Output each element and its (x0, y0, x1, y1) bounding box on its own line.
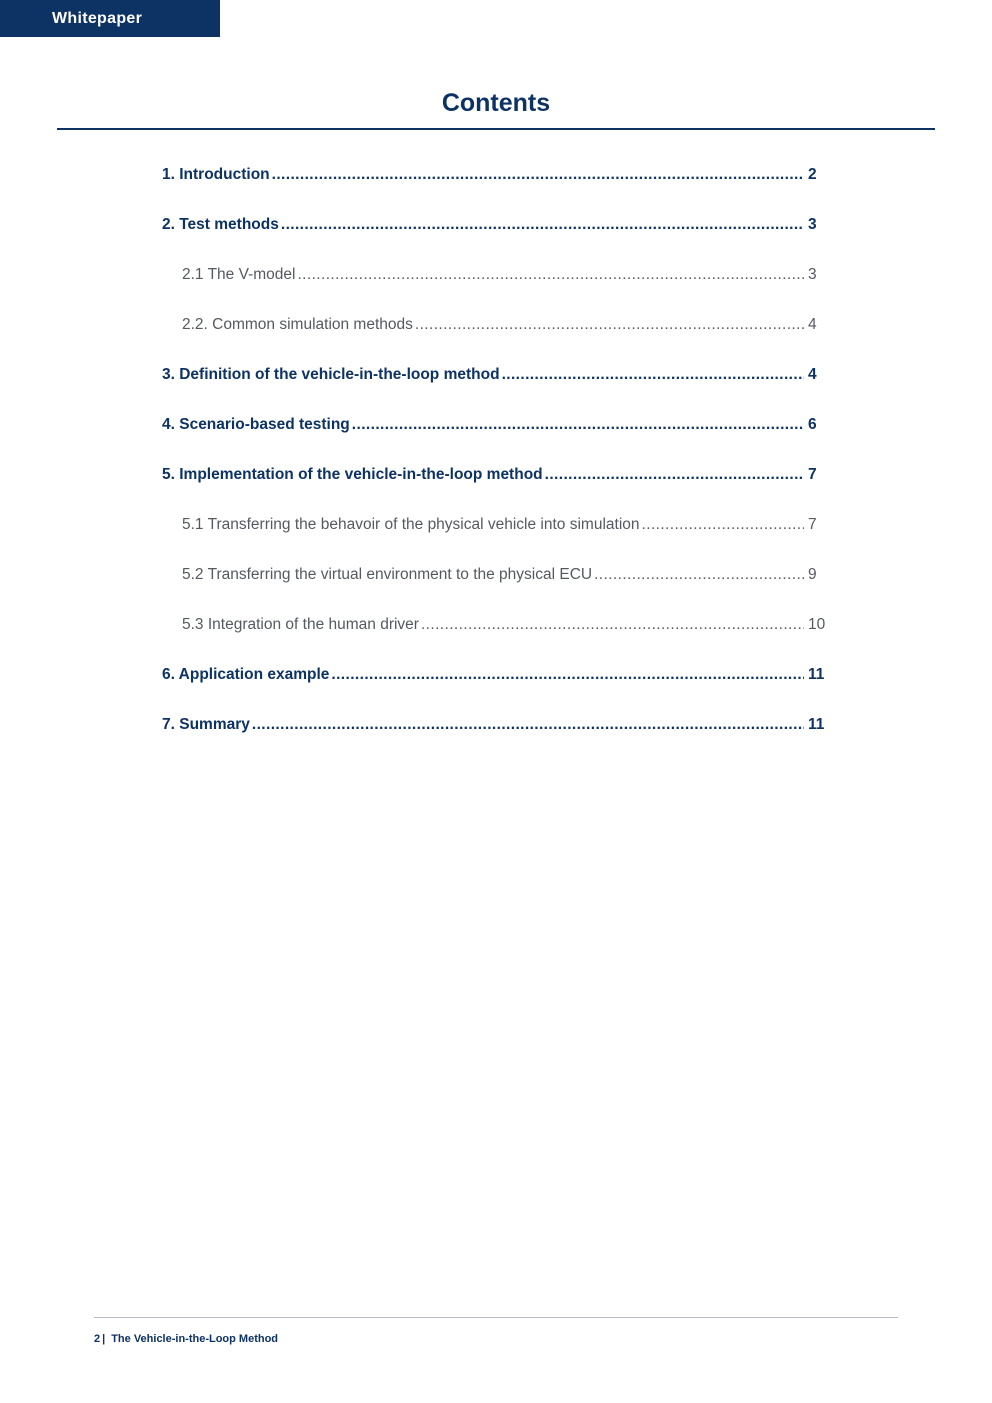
toc-dot-leader (352, 410, 804, 440)
table-of-contents (162, 160, 830, 760)
toc-entry-title: 5.2 Transferring the virtual environment to the physical ECU (182, 566, 593, 583)
toc-entry-title: 1. Introduction (162, 166, 270, 183)
toc-entry-page: 11 (808, 666, 825, 683)
toc-entry-implementation-vil[interactable] (162, 460, 830, 510)
toc-entry-summary[interactable] (162, 710, 830, 760)
toc-dot-leader (272, 160, 804, 190)
toc-entry-transferring-behavior[interactable] (162, 510, 830, 560)
toc-entry-common-simulation-methods[interactable] (162, 310, 830, 360)
page-title: Contents (441, 89, 551, 117)
toc-dot-leader (545, 460, 804, 490)
toc-entry-application-example[interactable] (162, 660, 830, 710)
toc-entry-page: 3 (808, 216, 817, 233)
toc-dot-leader (642, 510, 805, 540)
footer-separator: | (102, 1333, 106, 1345)
toc-dot-leader (594, 560, 804, 590)
toc-entry-page: 6 (808, 416, 817, 433)
toc-entry-title: 5.1 Transferring the behavoir of the physical vehicle into simulation (182, 516, 640, 533)
toc-entry-test-methods[interactable] (162, 210, 830, 260)
page-footer (94, 1331, 278, 1347)
toc-entry-title: 2.2. Common simulation methods (182, 316, 413, 333)
toc-entry-page: 11 (808, 716, 825, 733)
toc-entry-title: 5.3 Integration of the human driver (182, 616, 419, 633)
footer-document-title: The Vehicle-in-the-Loop Method (111, 1333, 279, 1345)
title-divider (57, 128, 935, 130)
toc-entry-page: 4 (808, 366, 817, 383)
toc-entry-page: 4 (808, 316, 817, 333)
toc-entry-title: 4. Scenario-based testing (162, 416, 350, 433)
toc-dot-leader (331, 660, 804, 690)
toc-dot-leader (421, 610, 804, 640)
toc-dot-leader (415, 310, 804, 340)
toc-dot-leader (297, 260, 804, 290)
toc-entry-page: 2 (808, 166, 817, 183)
toc-entry-title: 6. Application example (162, 666, 330, 683)
toc-entry-transferring-environment[interactable] (162, 560, 830, 610)
toc-dot-leader (502, 360, 804, 390)
footer-page-number: 2 (94, 1333, 101, 1345)
toc-entry-title: 2. Test methods (162, 216, 279, 233)
toc-entry-definition-vil[interactable] (162, 360, 830, 410)
toc-entry-v-model[interactable] (162, 260, 830, 310)
toc-entry-title: 3. Definition of the vehicle-in-the-loop method (162, 366, 500, 383)
toc-entry-introduction[interactable] (162, 160, 830, 210)
footer-divider (94, 1317, 898, 1318)
toc-dot-leader (252, 710, 804, 740)
toc-entry-page: 3 (808, 266, 817, 283)
toc-entry-page: 7 (808, 516, 817, 533)
toc-entry-title: 7. Summary (162, 716, 250, 733)
toc-entry-title: 5. Implementation of the vehicle-in-the-loop method (162, 466, 543, 483)
toc-entry-scenario-based-testing[interactable] (162, 410, 830, 460)
toc-entry-human-driver[interactable] (162, 610, 830, 660)
toc-dot-leader (281, 210, 804, 240)
toc-entry-page: 7 (808, 466, 817, 483)
toc-entry-page: 10 (808, 616, 826, 633)
whitepaper-tag: Whitepaper (0, 0, 220, 37)
toc-entry-page: 9 (808, 566, 817, 583)
toc-entry-title: 2.1 The V-model (182, 266, 296, 283)
